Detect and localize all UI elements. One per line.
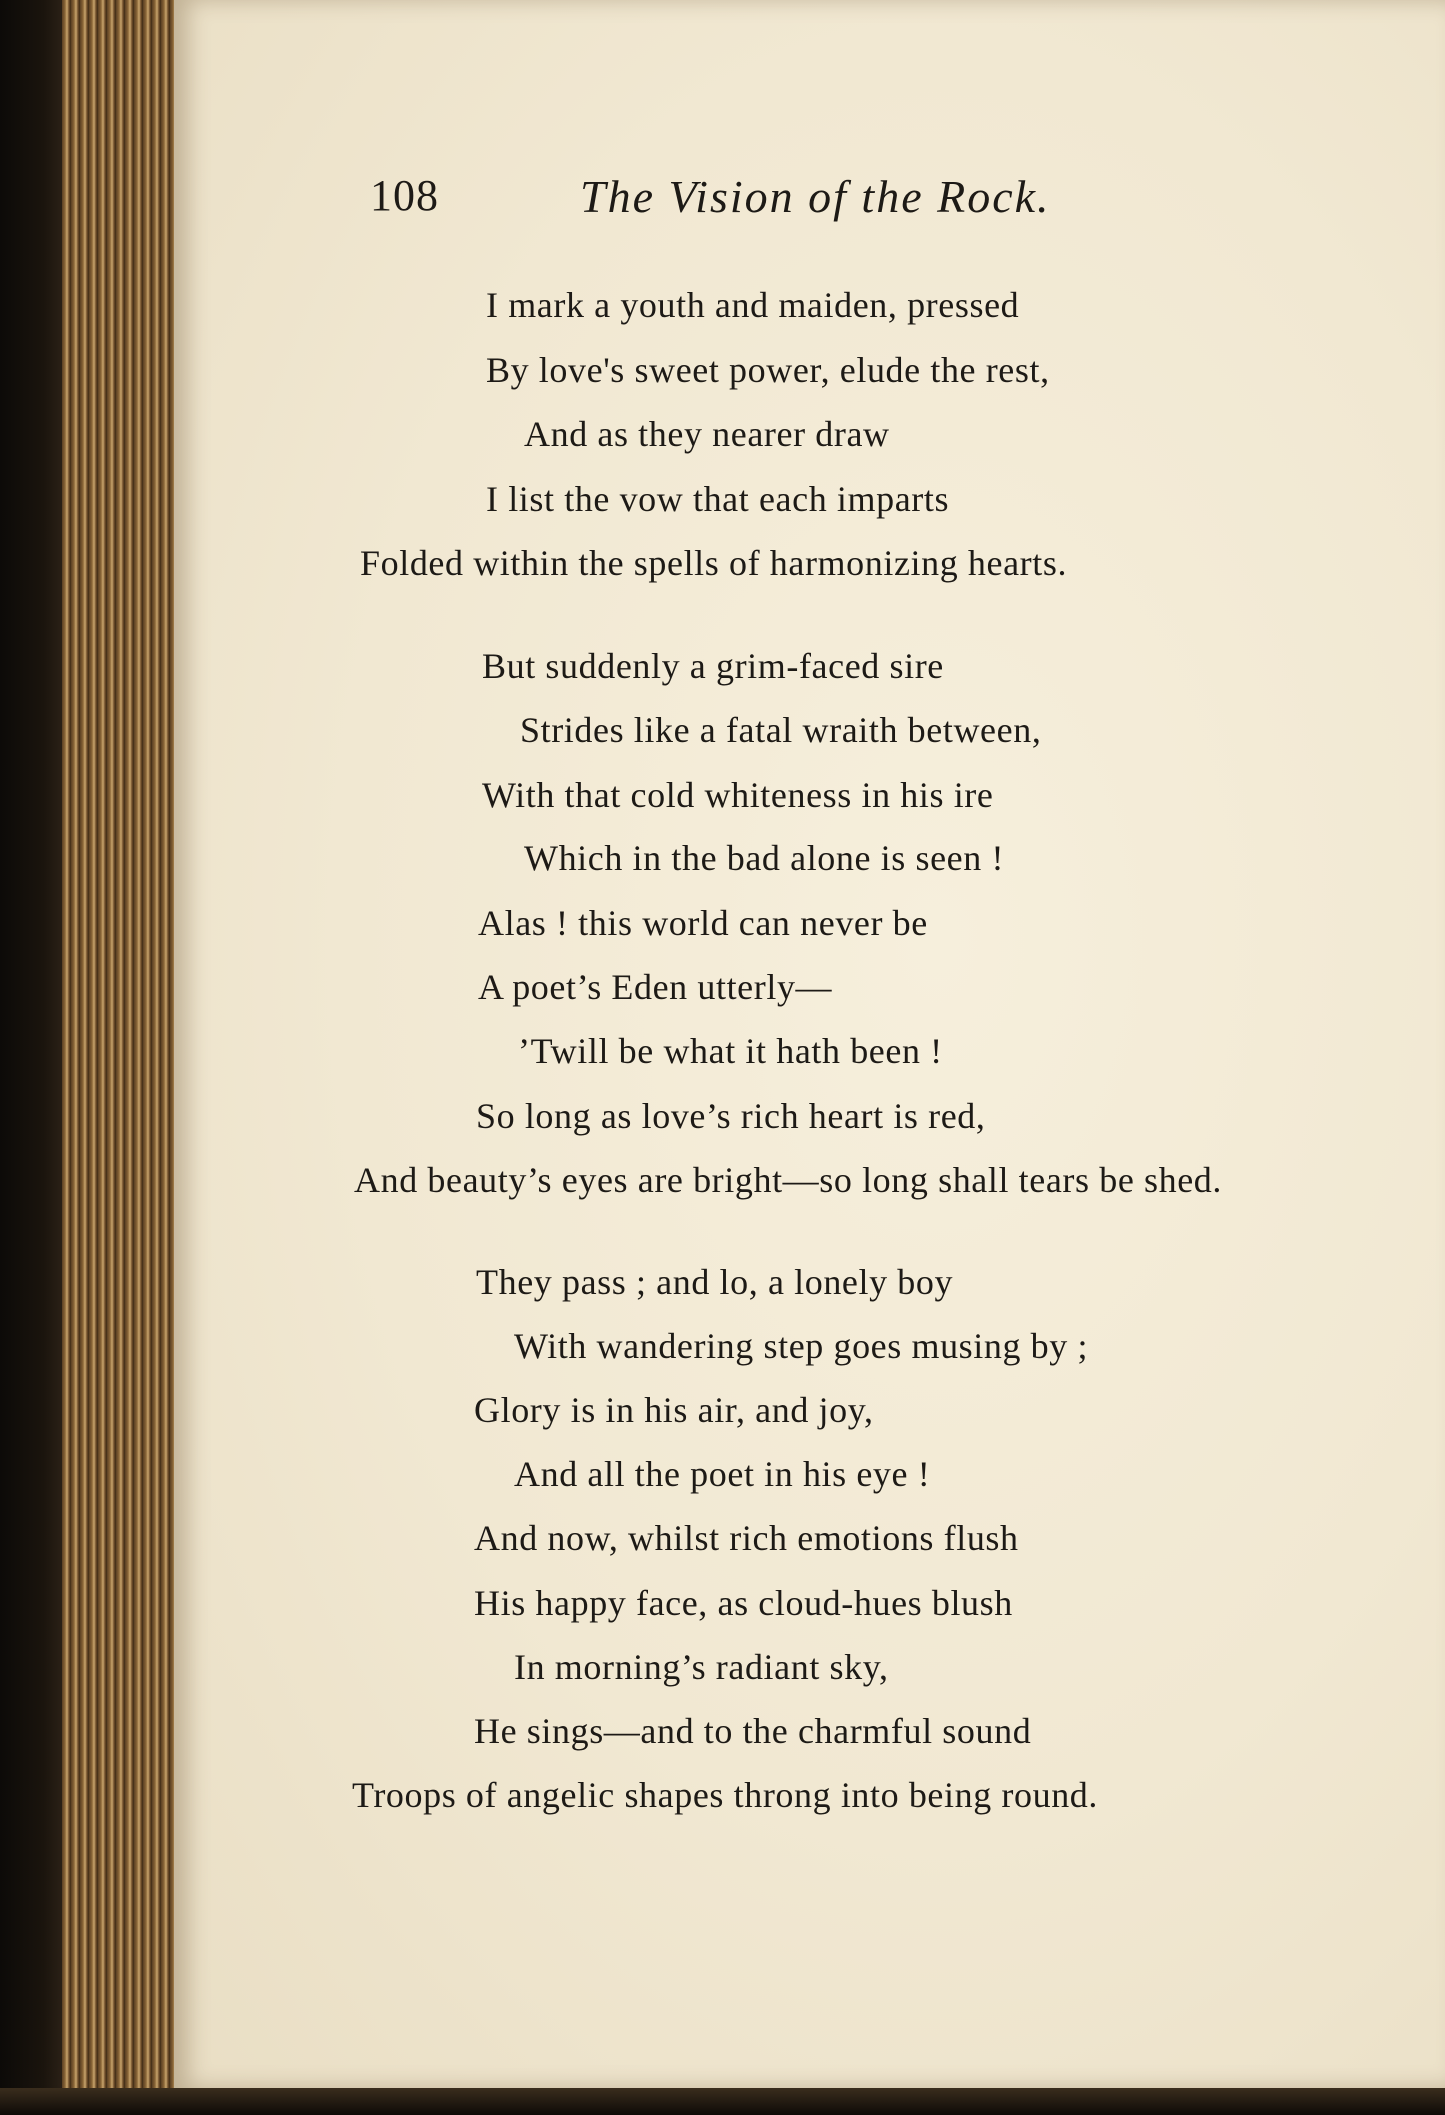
poem-line: By love's sweet power, elude the rest, bbox=[486, 350, 1050, 390]
poem-line: With wandering step goes musing by ; bbox=[514, 1326, 1089, 1366]
poem-line: Folded within the spells of harmonizing hearts. bbox=[360, 543, 1068, 583]
poem-line: Strides like a fatal wraith between, bbox=[520, 710, 1042, 750]
poem-line: So long as love’s rich heart is red, bbox=[476, 1096, 986, 1136]
poem-line: Alas ! this world can never be bbox=[478, 903, 928, 943]
poem-line: A poet’s Eden utterly— bbox=[478, 967, 833, 1007]
poem-line: I list the vow that each imparts bbox=[486, 479, 950, 519]
poem-line: He sings—and to the charmful sound bbox=[474, 1711, 1032, 1751]
poem-line: And now, whilst rich emotions flush bbox=[474, 1518, 1019, 1558]
poem-line: Troops of angelic shapes throng into being round. bbox=[352, 1775, 1098, 1815]
poem-line: Glory is in his air, and joy, bbox=[474, 1390, 874, 1430]
poem-line: And all the poet in his eye ! bbox=[514, 1454, 931, 1494]
poem-line: And beauty’s eyes are bright—so long shall tears be shed. bbox=[354, 1160, 1223, 1200]
poem-line: Which in the bad alone is seen ! bbox=[524, 838, 1005, 878]
poem-line: In morning’s radiant sky, bbox=[514, 1647, 889, 1687]
poem-line: His happy face, as cloud-hues blush bbox=[474, 1583, 1013, 1623]
running-title: The Vision of the Rock. bbox=[580, 171, 1051, 222]
poem-line: With that cold whiteness in his ire bbox=[482, 775, 994, 815]
page-number: 108 bbox=[370, 171, 439, 220]
poem-line: But suddenly a grim-faced sire bbox=[482, 646, 944, 686]
poem-line: I mark a youth and maiden, pressed bbox=[486, 285, 1020, 325]
poem-line: And as they nearer draw bbox=[524, 414, 890, 454]
poem-line: They pass ; and lo, a lonely boy bbox=[476, 1262, 954, 1302]
poem-line: ’Twill be what it hath been ! bbox=[518, 1031, 943, 1071]
